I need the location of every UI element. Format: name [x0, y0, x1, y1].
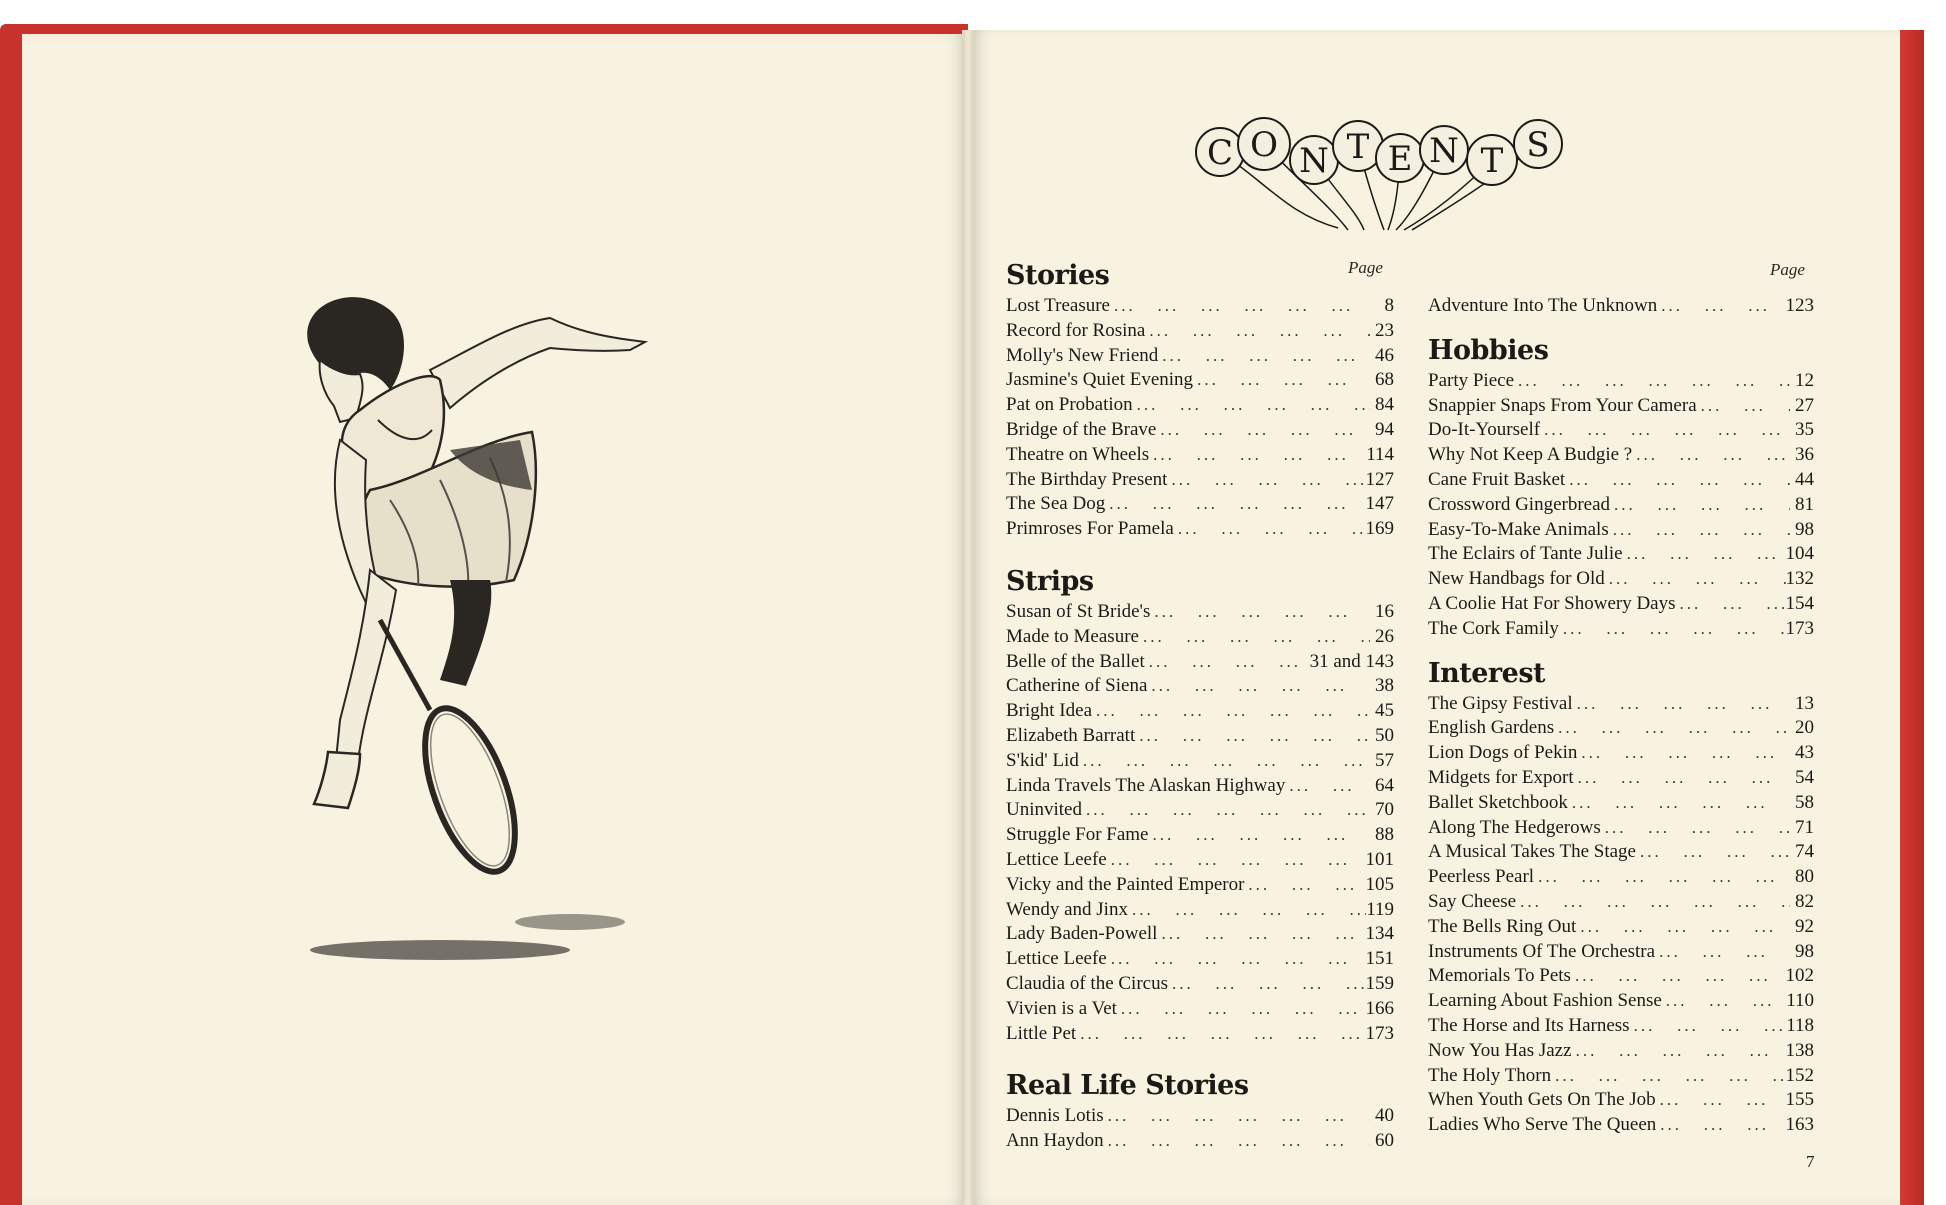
page-number: 7	[1806, 1152, 1815, 1171]
entry-title: English Gardens	[1428, 717, 1555, 739]
entry-title: New Handbags for Old	[1428, 568, 1605, 590]
contents-entry	[1006, 724, 1394, 749]
leader-dots	[1168, 972, 1366, 997]
leader-dots	[1605, 567, 1786, 592]
contents-entry	[1006, 344, 1394, 369]
leader-dots	[1551, 1064, 1785, 1089]
entry-title: Along The Hedgerows	[1428, 816, 1601, 838]
entry-page-number: 123	[1785, 295, 1814, 316]
leader-dots	[1128, 898, 1366, 923]
entry-title: The Birthday Present	[1006, 468, 1168, 490]
leader-dots	[1244, 873, 1365, 898]
contents-entry	[1428, 567, 1814, 592]
leader-dots	[1193, 368, 1370, 393]
entry-title: Claudia of the Circus	[1006, 972, 1168, 994]
entry-title: A Coolie Hat For Showery Days	[1428, 592, 1676, 614]
leader-dots	[1149, 443, 1366, 468]
entry-title: Catherine of Siena	[1006, 675, 1148, 697]
contents-entry	[1428, 1039, 1814, 1064]
entry-page-number: 23	[1375, 319, 1394, 341]
entry-title: Peerless Pearl	[1428, 866, 1535, 888]
leader-dots	[1107, 947, 1366, 972]
contents-entry	[1428, 766, 1814, 791]
entry-title: The Horse and Its Harness	[1428, 1014, 1630, 1036]
entry-page-number: 50	[1375, 724, 1394, 746]
entry-title: Elizabeth Barratt	[1006, 724, 1136, 746]
entry-title: Linda Travels The Alaskan Highway	[1006, 774, 1286, 796]
contents-entry	[1428, 692, 1814, 717]
leader-dots	[1158, 344, 1370, 369]
leader-dots	[1514, 369, 1790, 394]
contents-entry	[1006, 898, 1394, 923]
entry-title: Wendy and Jinx	[1006, 898, 1128, 920]
contents-entry	[1006, 294, 1394, 319]
entry-title: Adventure Into The Unknown	[1428, 295, 1658, 316]
entry-page-number: 88	[1375, 824, 1394, 846]
entry-title: Do-It-Yourself	[1428, 419, 1541, 441]
entry-title: Lettice Leefe	[1006, 948, 1107, 970]
entry-page-number: 166	[1365, 997, 1394, 1019]
contents-entry	[1428, 1014, 1814, 1039]
contents-entry	[1006, 319, 1394, 344]
contents-entry	[1006, 1104, 1394, 1129]
entry-title: Ann Haydon	[1006, 1130, 1104, 1152]
leader-dots	[1092, 699, 1370, 724]
entry-page-number: 118	[1786, 1014, 1814, 1036]
contents-entry	[1006, 1022, 1394, 1047]
contents-entry	[1428, 890, 1814, 915]
entry-page-number: 58	[1795, 791, 1814, 813]
section-heading-stories: Stories	[1006, 260, 1110, 291]
entry-title: When Youth Gets On The Job	[1428, 1089, 1656, 1111]
title-letter-n: N	[1299, 141, 1329, 181]
contents-entry	[1428, 791, 1814, 816]
entry-title: The Holy Thorn	[1428, 1064, 1552, 1086]
entry-page-number: 60	[1375, 1130, 1394, 1152]
contents-entry	[1006, 922, 1394, 947]
leader-dots	[1662, 989, 1786, 1014]
entry-title: Jasmine's Quiet Evening	[1006, 369, 1194, 391]
hobbies-list	[1428, 369, 1814, 642]
book-spine	[962, 30, 974, 1205]
contents-entry	[1006, 625, 1394, 650]
entry-title: The Cork Family	[1428, 617, 1559, 639]
leader-dots	[1636, 840, 1790, 865]
entry-page-number: 46	[1375, 344, 1394, 366]
page-column-label-right: Page	[1770, 260, 1805, 279]
entry-page-number: 104	[1785, 543, 1814, 565]
entry-page-number: 114	[1366, 443, 1394, 465]
entry-page-number: 134	[1365, 923, 1394, 945]
leader-dots	[1534, 865, 1790, 890]
entry-title: Little Pet	[1006, 1022, 1077, 1044]
contents-entry	[1006, 774, 1394, 799]
entry-page-number: 94	[1375, 418, 1394, 440]
leader-dots	[1572, 1039, 1786, 1064]
contents-entry	[1428, 294, 1814, 319]
leader-dots	[1104, 1129, 1370, 1154]
entry-page-number: 80	[1795, 866, 1814, 888]
contents-entry	[1428, 443, 1814, 468]
entry-title: Theatre on Wheels	[1006, 443, 1150, 465]
leader-dots	[1079, 749, 1370, 774]
entry-title: Say Cheese	[1428, 890, 1517, 912]
contents-entry	[1006, 749, 1394, 774]
page-column-label-left: Page	[1348, 258, 1383, 277]
leader-dots	[1655, 940, 1790, 965]
entry-page-number: 16	[1375, 600, 1394, 622]
contents-entry	[1428, 493, 1814, 518]
entry-page-number: 74	[1795, 841, 1814, 863]
contents-entry	[1006, 997, 1394, 1022]
leader-dots	[1104, 1104, 1370, 1129]
contents-entry	[1428, 617, 1814, 642]
entry-title: Uninvited	[1006, 799, 1082, 821]
leader-dots	[1167, 468, 1365, 493]
entry-page-number: 159	[1365, 972, 1394, 994]
leader-dots	[1610, 493, 1790, 518]
contents-entry	[1428, 989, 1814, 1014]
entry-title: Instruments Of The Orchestra	[1428, 940, 1656, 962]
entry-page-number: 98	[1795, 518, 1814, 540]
entry-page-number: 147	[1365, 493, 1394, 515]
title-letter-n2: N	[1429, 131, 1459, 171]
contents-entry	[1428, 964, 1814, 989]
contents-entry	[1428, 369, 1814, 394]
title-letter-o: O	[1250, 125, 1278, 165]
strips-list	[1006, 600, 1394, 1046]
entry-title: Belle of the Ballet	[1006, 650, 1145, 672]
leader-dots	[1135, 724, 1370, 749]
leader-dots	[1574, 766, 1790, 791]
contents-entry	[1006, 699, 1394, 724]
entry-page-number: 163	[1785, 1114, 1814, 1136]
entry-title: The Gipsy Festival	[1428, 692, 1573, 714]
entry-title: Party Piece	[1428, 369, 1515, 391]
entry-page-number: 12	[1795, 369, 1814, 391]
entry-page-number: 82	[1795, 890, 1814, 912]
section-heading-real-life-stories: Real Life Stories	[1006, 1070, 1249, 1102]
entry-page-number: 31 and 143	[1309, 650, 1394, 672]
entry-page-number: 155	[1785, 1089, 1814, 1111]
leader-dots	[1571, 964, 1786, 989]
contents-entry	[1006, 674, 1394, 699]
title-letter-s: S	[1526, 125, 1550, 165]
leader-dots	[1540, 418, 1790, 443]
contents-entry	[1006, 443, 1394, 468]
title-letter-t2: T	[1480, 141, 1504, 181]
leader-dots	[1573, 692, 1790, 717]
contents-entry	[1428, 394, 1814, 419]
contents-entry	[1006, 848, 1394, 873]
entry-title: Vivien is a Vet	[1006, 997, 1117, 1019]
contents-entry	[1428, 468, 1814, 493]
leader-dots	[1157, 922, 1365, 947]
entry-page-number: 169	[1365, 518, 1394, 540]
entry-title: Ballet Sketchbook	[1428, 791, 1568, 813]
leader-dots	[1623, 542, 1786, 567]
leader-dots	[1147, 674, 1370, 699]
leader-dots	[1656, 1113, 1785, 1138]
contents-entry	[1006, 873, 1394, 898]
entry-page-number: 64	[1375, 774, 1394, 796]
contents-entry	[1006, 468, 1394, 493]
title-letter-c: C	[1206, 133, 1234, 173]
contents-entry	[1428, 816, 1814, 841]
leader-dots	[1145, 650, 1310, 675]
entry-title: Bright Idea	[1006, 700, 1093, 722]
entry-page-number: 43	[1795, 742, 1814, 764]
entry-title: The Sea Dog	[1006, 493, 1106, 515]
entry-page-number: 70	[1375, 799, 1394, 821]
leader-dots	[1577, 741, 1790, 766]
leader-dots	[1676, 592, 1786, 617]
contents-entry	[1006, 492, 1394, 517]
entry-title: Lady Baden-Powell	[1006, 923, 1158, 945]
contents-entry	[1006, 600, 1394, 625]
contents-entry	[1428, 915, 1814, 940]
entry-title: Bridge of the Brave	[1006, 418, 1157, 440]
contents-entry	[1006, 517, 1394, 542]
leader-dots	[1554, 716, 1790, 741]
entry-page-number: 105	[1365, 873, 1394, 895]
entry-page-number: 81	[1795, 493, 1814, 515]
leader-dots	[1657, 294, 1785, 319]
section-heading-strips: Strips	[1006, 565, 1094, 597]
entry-page-number: 45	[1375, 700, 1394, 722]
entry-title: Memorials To Pets	[1428, 965, 1571, 987]
entry-title: The Bells Ring Out	[1428, 915, 1577, 937]
entry-page-number: 132	[1785, 568, 1814, 590]
entry-title: The Eclairs of Tante Julie	[1428, 543, 1623, 565]
contents-entry	[1428, 592, 1814, 617]
entry-title: Susan of St Bride's	[1006, 600, 1151, 622]
entry-page-number: 154	[1785, 592, 1814, 614]
title-letter-t: T	[1346, 127, 1370, 167]
contents-title-balloons	[1188, 104, 1628, 234]
leader-dots	[1156, 418, 1370, 443]
leader-dots	[1630, 1014, 1787, 1039]
section-heading-interest: Interest	[1428, 657, 1545, 689]
adventure-list	[1428, 294, 1814, 319]
contents-column-right	[1428, 258, 1814, 1138]
entry-page-number: 44	[1795, 468, 1814, 490]
entry-title: Now You Has Jazz	[1428, 1039, 1572, 1061]
entry-page-number: 151	[1365, 948, 1394, 970]
contents-entry	[1006, 947, 1394, 972]
entry-page-number: 84	[1375, 394, 1394, 416]
entry-title: Snappier Snaps From Your Camera	[1428, 394, 1697, 416]
title-letter-e: E	[1387, 139, 1413, 179]
entry-title: S'kid' Lid	[1006, 749, 1079, 771]
entry-page-number: 127	[1365, 468, 1394, 490]
entry-title: Crossword Gingerbread	[1428, 493, 1611, 515]
entry-title: Lion Dogs of Pekin	[1428, 742, 1578, 764]
leader-dots	[1145, 319, 1370, 344]
entry-title: Dennis Lotis	[1006, 1105, 1104, 1127]
section-heading-hobbies: Hobbies	[1428, 334, 1549, 366]
entry-page-number: 57	[1375, 749, 1394, 771]
entry-page-number: 20	[1795, 717, 1814, 739]
entry-page-number: 35	[1795, 419, 1814, 441]
entry-title: Record for Rosina	[1006, 319, 1146, 341]
entry-page-number: 152	[1785, 1064, 1814, 1086]
entry-page-number: 102	[1785, 965, 1814, 987]
entry-title: Midgets for Export	[1428, 766, 1574, 788]
entry-title: Primroses For Pamela	[1006, 518, 1174, 540]
entry-title: Made to Measure	[1006, 625, 1139, 647]
contents-entry	[1428, 716, 1814, 741]
contents-entry	[1006, 368, 1394, 393]
leader-dots	[1105, 492, 1365, 517]
entry-page-number: 26	[1375, 625, 1394, 647]
interest-list	[1428, 692, 1814, 1138]
leader-dots	[1609, 518, 1790, 543]
leader-dots	[1076, 1022, 1365, 1047]
leader-dots	[1133, 393, 1370, 418]
entry-title: Molly's New Friend	[1006, 344, 1159, 366]
leader-dots	[1559, 617, 1786, 642]
leader-dots	[1576, 915, 1790, 940]
entry-page-number: 98	[1795, 940, 1814, 962]
real-life-stories-list	[1006, 1104, 1394, 1154]
contents-entry	[1428, 1064, 1814, 1089]
leader-dots	[1110, 294, 1370, 319]
entry-page-number: 27	[1795, 394, 1814, 416]
entry-title: Struggle For Fame	[1006, 824, 1149, 846]
leader-dots	[1568, 791, 1790, 816]
entry-page-number: 13	[1795, 692, 1814, 714]
contents-entry	[1006, 1129, 1394, 1154]
leader-dots	[1150, 600, 1370, 625]
contents-entry	[1428, 418, 1814, 443]
entry-title: Ladies Who Serve The Queen	[1428, 1114, 1657, 1136]
entry-title: Lost Treasure	[1006, 295, 1110, 316]
entry-page-number: 40	[1375, 1105, 1394, 1127]
leader-dots	[1117, 997, 1366, 1022]
entry-page-number: 8	[1384, 295, 1394, 316]
contents-entry	[1428, 542, 1814, 567]
entry-title: Vicky and the Painted Emperor	[1006, 873, 1245, 895]
leader-dots	[1632, 443, 1790, 468]
leader-dots	[1697, 394, 1790, 419]
entry-title: A Musical Takes The Stage	[1428, 841, 1636, 863]
leader-dots	[1082, 798, 1370, 823]
contents-entry	[1006, 798, 1394, 823]
leader-dots	[1174, 517, 1366, 542]
leader-dots	[1149, 823, 1371, 848]
entry-page-number: 138	[1785, 1039, 1814, 1061]
contents-entry	[1006, 393, 1394, 418]
entry-page-number: 119	[1366, 898, 1394, 920]
contents-entry	[1006, 823, 1394, 848]
entry-page-number: 38	[1375, 675, 1394, 697]
entry-page-number: 173	[1365, 1022, 1394, 1044]
entry-page-number: 36	[1795, 444, 1814, 466]
leader-dots	[1656, 1088, 1786, 1113]
entry-page-number: 173	[1785, 617, 1814, 639]
contents-entry	[1428, 1113, 1814, 1138]
contents-entry	[1428, 1088, 1814, 1113]
contents-entry	[1428, 518, 1814, 543]
entry-page-number: 101	[1365, 848, 1394, 870]
leader-dots	[1565, 468, 1790, 493]
entry-title: Cane Fruit Basket	[1428, 468, 1566, 490]
entry-title: Lettice Leefe	[1006, 848, 1107, 870]
stories-list	[1006, 294, 1394, 542]
tennis-player-illustration	[300, 290, 760, 970]
entry-title: Easy-To-Make Animals	[1428, 518, 1609, 540]
leader-dots	[1516, 890, 1790, 915]
entry-page-number: 92	[1795, 915, 1814, 937]
contents-entry	[1428, 865, 1814, 890]
contents-column-left	[1006, 258, 1394, 1154]
contents-entry	[1428, 741, 1814, 766]
entry-title: Pat on Probation	[1006, 394, 1133, 416]
contents-entry	[1428, 940, 1814, 965]
contents-entry	[1428, 840, 1814, 865]
leader-dots	[1107, 848, 1366, 873]
contents-entry	[1006, 972, 1394, 997]
entry-title: Learning About Fashion Sense	[1428, 990, 1662, 1012]
entry-page-number: 54	[1795, 766, 1814, 788]
contents-entry	[1006, 418, 1394, 443]
entry-page-number: 110	[1786, 990, 1814, 1012]
leader-dots	[1139, 625, 1370, 650]
leader-dots	[1285, 774, 1370, 799]
entry-page-number: 71	[1795, 816, 1814, 838]
entry-title: Why Not Keep A Budgie ?	[1428, 444, 1633, 466]
entry-page-number: 68	[1375, 369, 1394, 391]
contents-entry	[1006, 650, 1394, 675]
leader-dots	[1601, 816, 1790, 841]
